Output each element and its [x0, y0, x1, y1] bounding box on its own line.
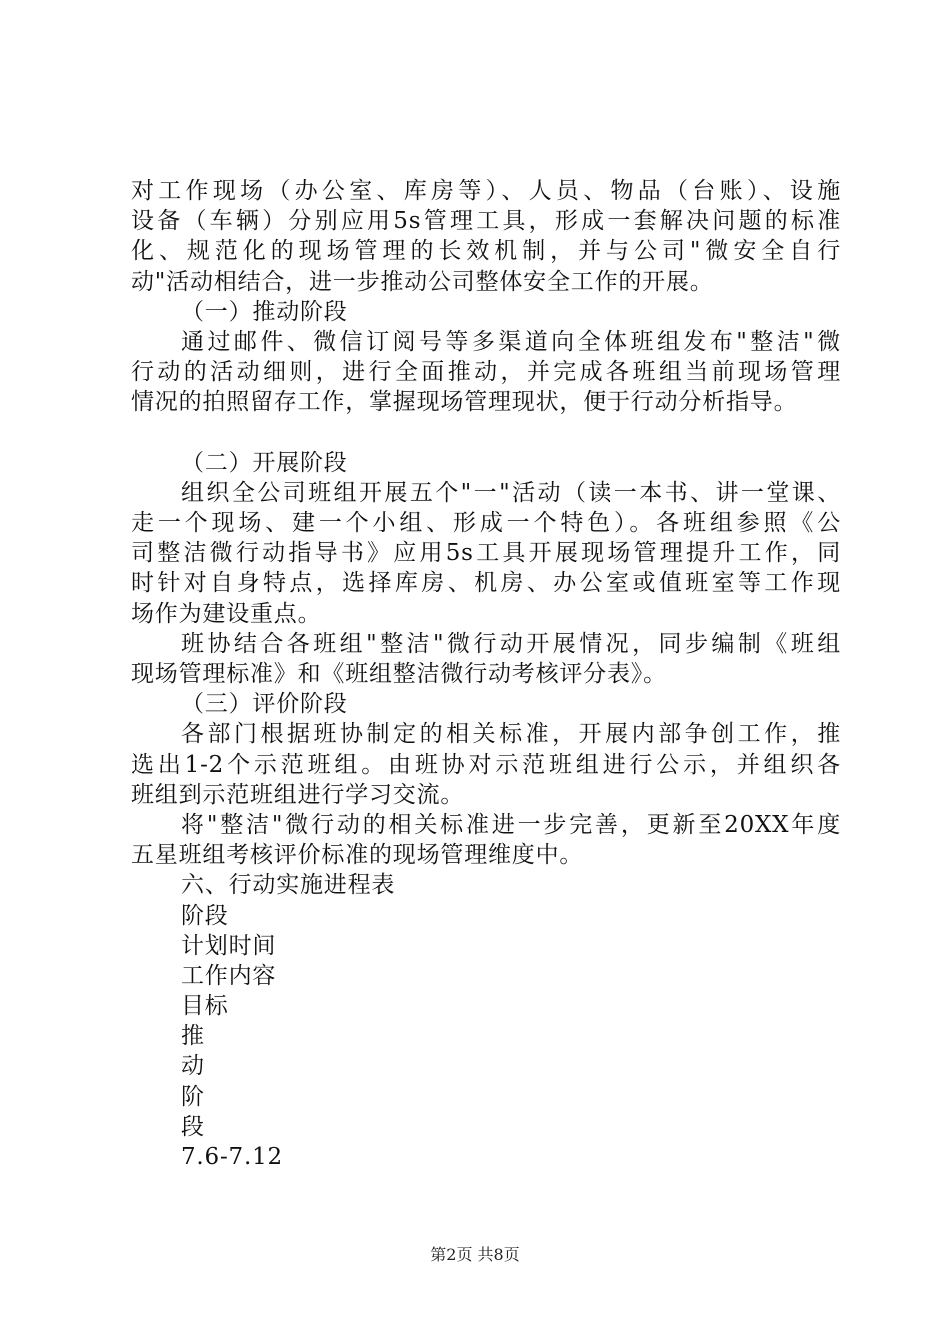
paragraph-line: 司整洁微行动指导书》应用5s工具开展现场管理提升工作，同 — [131, 540, 841, 567]
table-cell-date: 7.6-7.12 — [181, 1144, 283, 1170]
section-heading-3: （三）评价阶段 — [181, 691, 348, 718]
paragraph-line: 设备（车辆）分别应用5s管理工具，形成一套解决问题的标准 — [131, 208, 841, 235]
paragraph-line: 情况的拍照留存工作，掌握现场管理现状，便于行动分析指导。 — [131, 389, 798, 416]
paragraph-line: 各部门根据班协制定的相关标准，开展内部争创工作，推 — [181, 721, 841, 748]
paragraph-line: 班组到示范班组进行学习交流。 — [131, 781, 465, 808]
paragraph-line: 化、规范化的现场管理的长效机制，并与公司"微安全自行 — [131, 238, 841, 265]
paragraph-line: 选出1-2个示范班组。由班协对示范班组进行公示，并组织各 — [131, 751, 841, 778]
table-header-cell: 计划时间 — [181, 932, 277, 959]
section-heading-2: （二）开展阶段 — [181, 449, 348, 476]
document-body — [131, 176, 841, 1172]
section-heading-1: （一）推动阶段 — [181, 298, 348, 325]
section-heading-6: 六、行动实施进程表 — [181, 872, 396, 899]
table-cell-char: 段 — [181, 1113, 205, 1140]
paragraph-line: 走一个现场、建一个小组、形成一个特色）。各班组参照《公 — [131, 510, 841, 537]
paragraph-line: 现场管理标准》和《班组整洁微行动考核评分表》。 — [131, 661, 667, 687]
page-footer: 第2页 共8页 — [430, 1245, 520, 1264]
paragraph-line: 班协结合各班组"整洁"微行动开展情况，同步编制《班组 — [181, 630, 841, 657]
blank-line — [131, 418, 841, 448]
paragraph-line: 时针对自身特点，选择库房、机房、办公室或值班室等工作现 — [131, 570, 841, 597]
paragraph-line: 行动的活动细则，进行全面推动，并完成各班组当前现场管理 — [131, 359, 841, 386]
paragraph-line: 组织全公司班组开展五个"一"活动（读一本书、讲一堂课、 — [181, 479, 841, 506]
table-cell-char: 阶 — [181, 1083, 205, 1110]
table-header-cell: 工作内容 — [181, 962, 277, 989]
paragraph-line: 对工作现场（办公室、库房等）、人员、物品（台账）、设施 — [131, 178, 841, 204]
paragraph-line: 将"整洁"微行动的相关标准进一步完善，更新至20XX年度 — [181, 811, 841, 838]
paragraph-line: 通过邮件、微信订阅号等多渠道向全体班组发布"整洁"微 — [181, 328, 841, 355]
paragraph-line: 五星班组考核评价标准的现场管理维度中。 — [131, 842, 584, 869]
table-cell-char: 动 — [181, 1053, 205, 1080]
table-header-cell: 阶段 — [181, 902, 229, 929]
paragraph-line: 动"活动相结合，进一步推动公司整体安全工作的开展。 — [131, 268, 714, 295]
table-header-cell: 目标 — [181, 993, 229, 1020]
table-cell-char: 推 — [181, 1023, 205, 1050]
paragraph-line: 场作为建设重点。 — [131, 600, 322, 627]
